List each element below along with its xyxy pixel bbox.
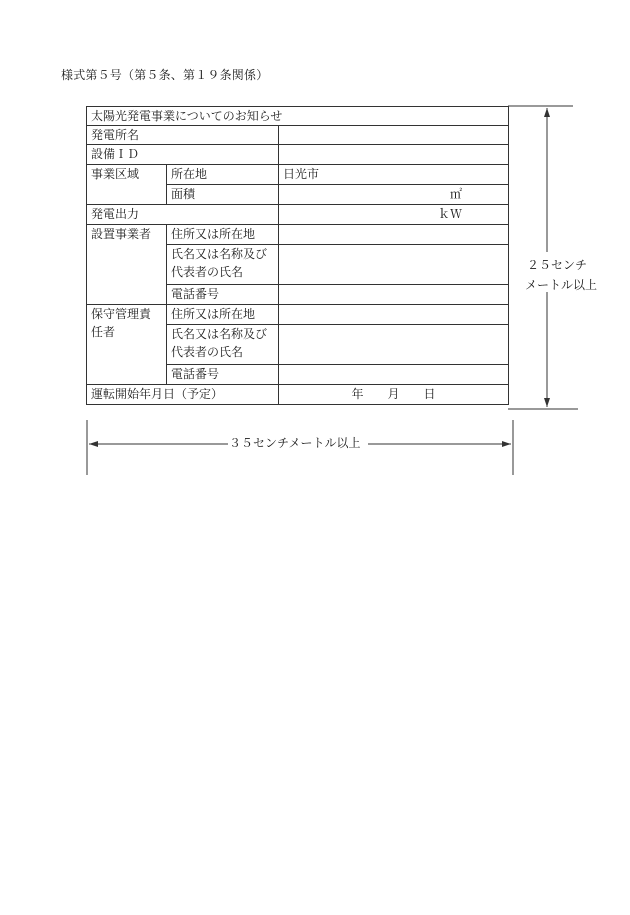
output-unit: ｋＷ xyxy=(279,205,509,225)
arrow-left-icon xyxy=(89,441,98,447)
start-date-value: 年 月 日 xyxy=(279,385,509,405)
form-title: 様式第５号（第５条、第１９条関係） xyxy=(61,68,269,82)
arrow-up-icon xyxy=(544,108,550,117)
business-area-label: 事業区域 xyxy=(87,165,167,205)
area-unit: ㎡ xyxy=(279,185,509,205)
width-dimension-label: ３５センチメートル以上 xyxy=(229,436,361,450)
location-value: 日光市 xyxy=(279,165,509,185)
maintenance-name-label-line-2: 代表者の氏名 xyxy=(171,345,244,359)
plant-name-label: 発電所名 xyxy=(87,126,279,145)
installer-name-label-line-1: 氏名又は名称及び xyxy=(171,247,268,261)
arrow-down-icon xyxy=(544,398,550,407)
installer-phone-label: 電話番号 xyxy=(167,285,279,305)
maintenance-label-line-2: 任者 xyxy=(91,325,116,339)
table-header-cell: 太陽光発電事業についてのお知らせ xyxy=(87,107,509,126)
output-label: 発電出力 xyxy=(87,205,279,225)
installer-label: 設置事業者 xyxy=(87,225,167,305)
arrow-right-icon xyxy=(502,441,511,447)
start-date-label: 運転開始年月日（予定） xyxy=(87,385,279,405)
maintenance-name-label-line-1: 氏名又は名称及び xyxy=(171,327,268,341)
maintenance-phone-label: 電話番号 xyxy=(167,365,279,385)
height-dimension-label xyxy=(525,255,605,295)
installer-address-label: 住所又は所在地 xyxy=(167,225,279,245)
facility-id-label: 設備ＩＤ xyxy=(87,145,279,165)
maintenance-label-line-1: 保守管理責 xyxy=(91,307,152,321)
height-label-line-2: メートル以上 xyxy=(525,278,598,292)
maintenance-address-label: 住所又は所在地 xyxy=(167,305,279,325)
location-label: 所在地 xyxy=(167,165,279,185)
area-label: 面積 xyxy=(167,185,279,205)
height-label-line-1: ２５センチ xyxy=(527,258,588,272)
installer-name-label-line-2: 代表者の氏名 xyxy=(171,265,244,279)
